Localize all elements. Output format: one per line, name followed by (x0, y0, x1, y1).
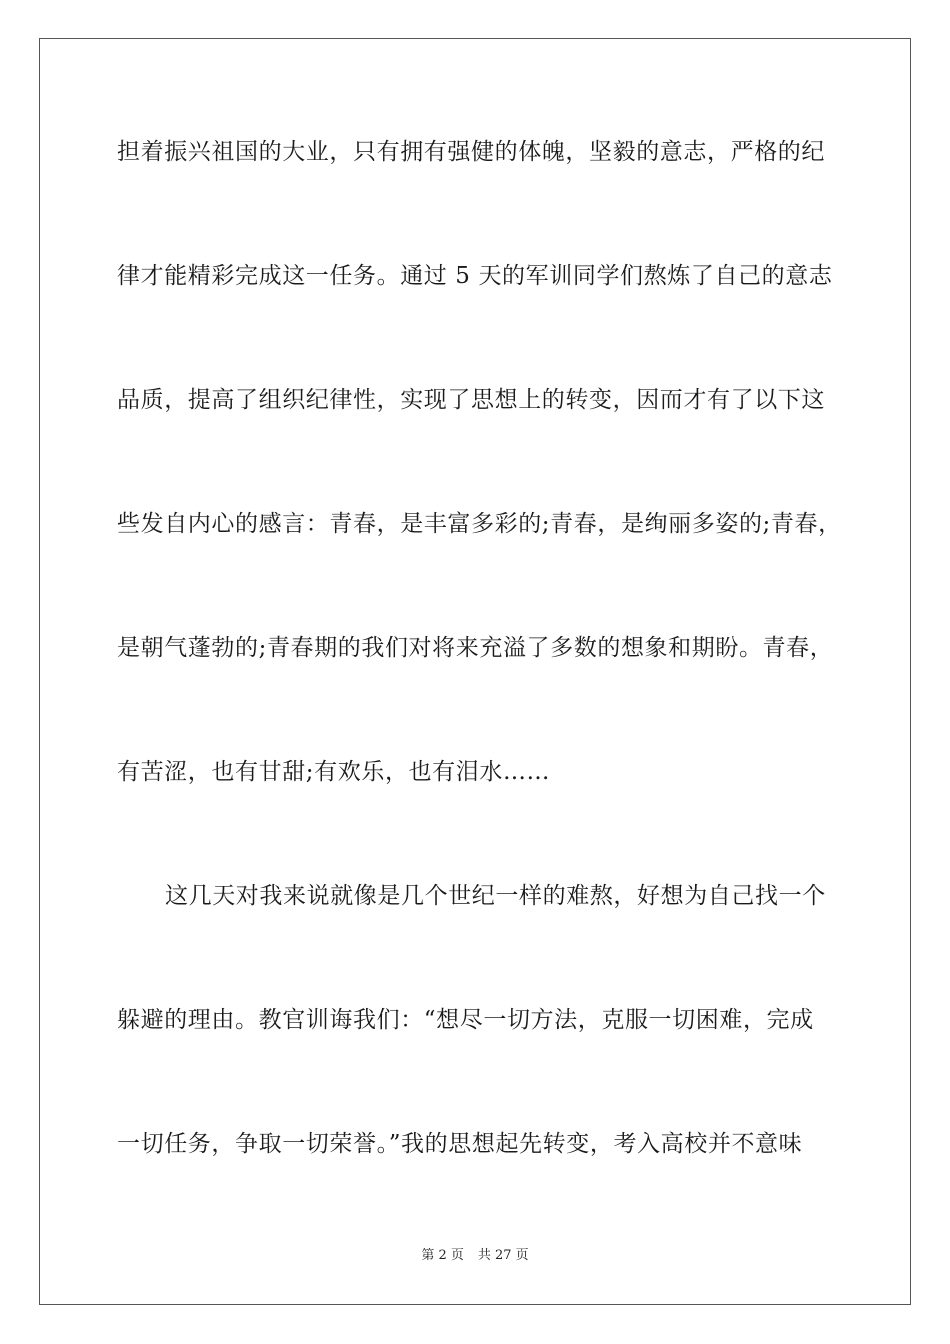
page-total: 共 27 页 (477, 1248, 529, 1263)
page-number: 第 2 页 (421, 1248, 464, 1263)
paragraph-line-3: 品质，提高了组织纪律性，实现了思想上的转变，因而才有了以下这 (117, 387, 825, 413)
paragraph-line-9: 一切任务，争取一切荣誉。”我的思想起先转变，考入高校并不意味 (117, 1131, 803, 1157)
paragraph-line-6: 有苦涩，也有甘甜;有欢乐，也有泪水…… (117, 759, 551, 785)
page-footer (0, 1247, 950, 1265)
page-border (39, 38, 911, 1305)
paragraph-line-5: 是朝气蓬勃的;青春期的我们对将来充溢了多数的想象和期盼。青春， (117, 635, 834, 661)
paragraph-line-8: 躲避的理由。教官训诲我们：“想尽一切方法，克服一切困难，完成 (117, 1007, 814, 1033)
paragraph-line-2: 律才能精彩完成这一任务。通过 5 天的军训同学们熬炼了自己的意志 (117, 263, 833, 289)
paragraph-line-4: 些发自内心的感言：青春，是丰富多彩的;青春，是绚丽多姿的;青春， (117, 511, 842, 537)
paragraph-line-1: 担着振兴祖国的大业，只有拥有强健的体魄，坚毅的意志，严格的纪 (117, 139, 825, 165)
paragraph-line-7: 这几天对我来说就像是几个世纪一样的难熬，好想为自己找一个 (165, 883, 826, 909)
